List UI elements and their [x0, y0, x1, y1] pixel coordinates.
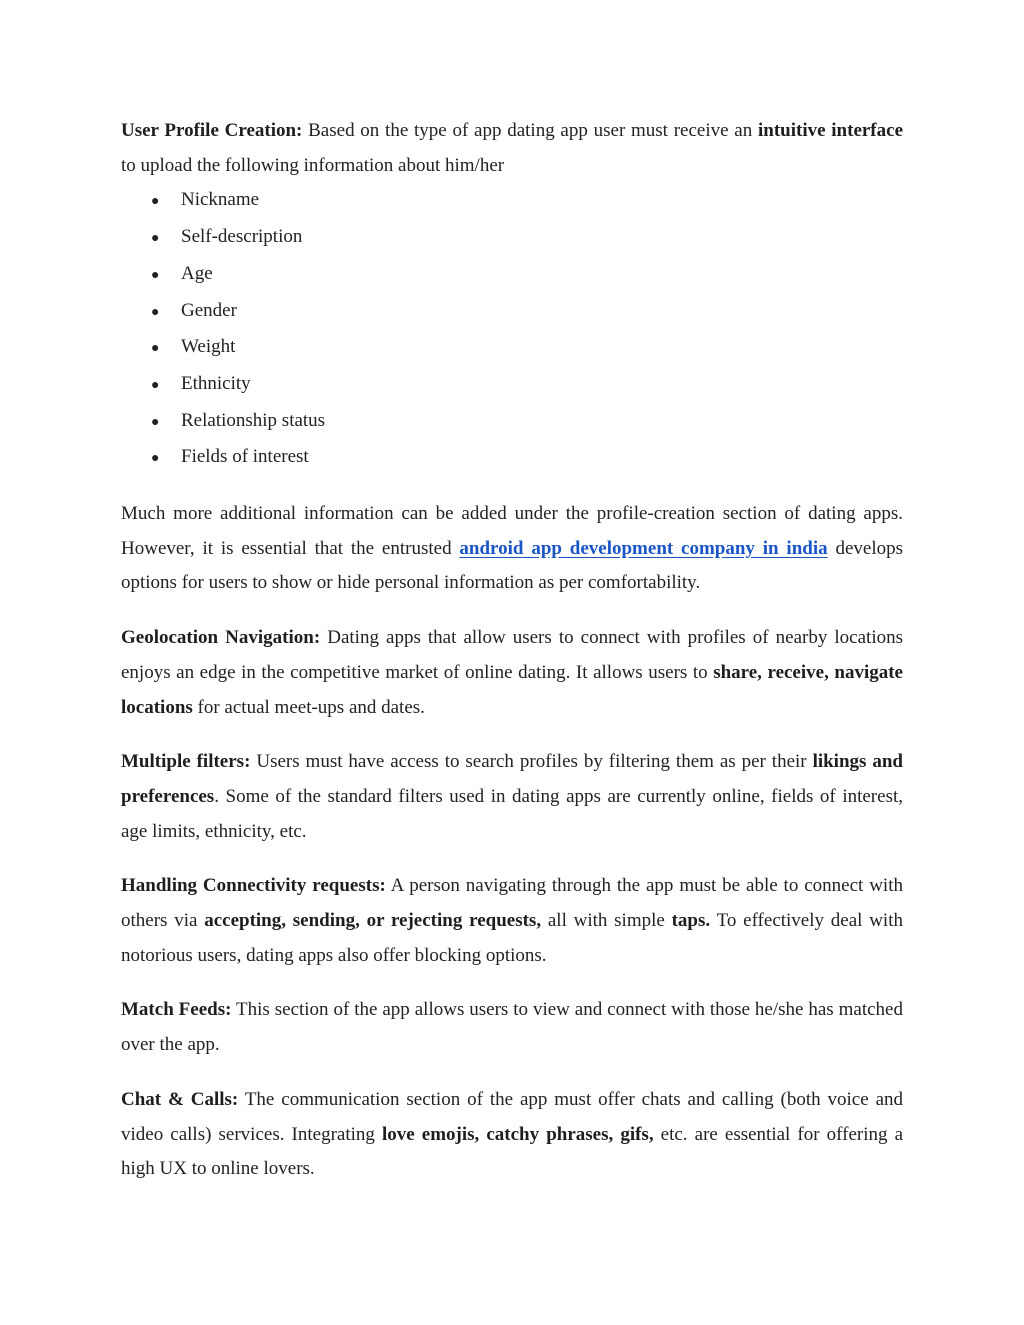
list-item	[151, 330, 903, 367]
bullet-icon: ●	[151, 267, 160, 283]
profile-creation-paragraph	[121, 114, 903, 183]
connectivity-heading: Handling Connectivity requests:	[121, 875, 386, 897]
list-item-label: Weight	[181, 336, 236, 358]
android-company-link[interactable]: android app development company in india	[459, 537, 828, 559]
list-item-label: Age	[181, 262, 213, 284]
share-locations-emphasis: share, receive, navigate locations	[121, 661, 903, 718]
additional-info-paragraph	[121, 497, 903, 601]
bullet-icon: ●	[151, 231, 160, 247]
connectivity-text-1: A person navigating through the app must be able to connect with others via	[121, 875, 903, 932]
chat-calls-text-2: etc. are essential for offering a high UX to online lovers.	[121, 1123, 903, 1180]
intuitive-interface-emphasis: intuitive interface	[757, 120, 904, 141]
additional-info-text-2: develops options for users to show or hide personal information as per comfortability.	[121, 537, 903, 594]
profile-creation-text-1: Based on the type of app dating app user must receive an	[302, 120, 758, 141]
list-item	[151, 367, 903, 404]
filters-paragraph	[121, 745, 903, 849]
likings-emphasis: likings and preferences	[121, 751, 903, 807]
connectivity-text-2: all with simple	[541, 910, 672, 932]
bullet-icon: ●	[151, 341, 160, 357]
connectivity-paragraph	[121, 869, 903, 973]
geolocation-heading: Geolocation Navigation:	[121, 627, 321, 649]
filters-text-2: . Some of the standard filters used in dating apps are currently online, fields of interest, age limits, ethnicity, etc.	[121, 785, 903, 842]
chat-calls-heading: Chat & Calls:	[121, 1088, 239, 1110]
bullet-icon: ●	[151, 304, 160, 320]
list-item	[151, 404, 903, 441]
bullet-icon: ●	[151, 451, 160, 467]
list-item	[151, 183, 903, 220]
list-item-label: Fields of interest	[181, 446, 309, 468]
taps-emphasis: taps.	[671, 910, 711, 932]
list-item-label: Relationship status	[181, 409, 326, 431]
match-feeds-paragraph	[121, 993, 903, 1062]
list-item	[151, 294, 903, 331]
requests-emphasis: accepting, sending, or rejecting requests,	[204, 910, 542, 932]
chat-calls-text-1: The communication section of the app must offer chats and calling (both voice and video calls) services. Integrating	[121, 1088, 904, 1145]
filters-heading: Multiple filters:	[121, 751, 251, 773]
match-feeds-text: This section of the app allows users to view and connect with those he/she has matched over the app.	[121, 999, 903, 1056]
profile-creation-text-2: to upload the following information about him/her	[121, 154, 505, 176]
geolocation-text-2: for actual meet-ups and dates.	[192, 696, 425, 718]
geolocation-text-1: Dating apps that allow users to connect with profiles of nearby locations enjoys an edge in the competitive market of online dating. It allows users to	[121, 627, 903, 683]
bullet-icon: ●	[151, 194, 160, 210]
list-item-label: Gender	[181, 299, 237, 321]
additional-info-text-1: Much more additional information can be added under the profile-creation section of dating apps. However, it is essential that the entrusted	[121, 503, 903, 559]
bullet-icon: ●	[151, 377, 160, 393]
list-item-label: Ethnicity	[181, 372, 251, 394]
list-item	[151, 440, 903, 477]
profile-creation-heading: User Profile Creation:	[121, 120, 303, 141]
geolocation-paragraph	[121, 621, 903, 725]
emojis-emphasis: love emojis, catchy phrases, gifs,	[381, 1123, 654, 1145]
connectivity-text-3: To effectively deal with notorious users, dating apps also offer blocking options.	[121, 910, 903, 966]
match-feeds-heading: Match Feeds:	[121, 999, 232, 1021]
list-item-label: Self-description	[181, 226, 303, 248]
filters-text-1: Users must have access to search profiles by filtering them as per their	[250, 751, 813, 773]
chat-calls-paragraph	[121, 1083, 903, 1187]
list-item	[151, 257, 903, 294]
list-item-label: Nickname	[181, 189, 260, 211]
profile-fields-list	[121, 183, 903, 477]
bullet-icon: ●	[151, 414, 160, 430]
list-item	[151, 220, 903, 257]
